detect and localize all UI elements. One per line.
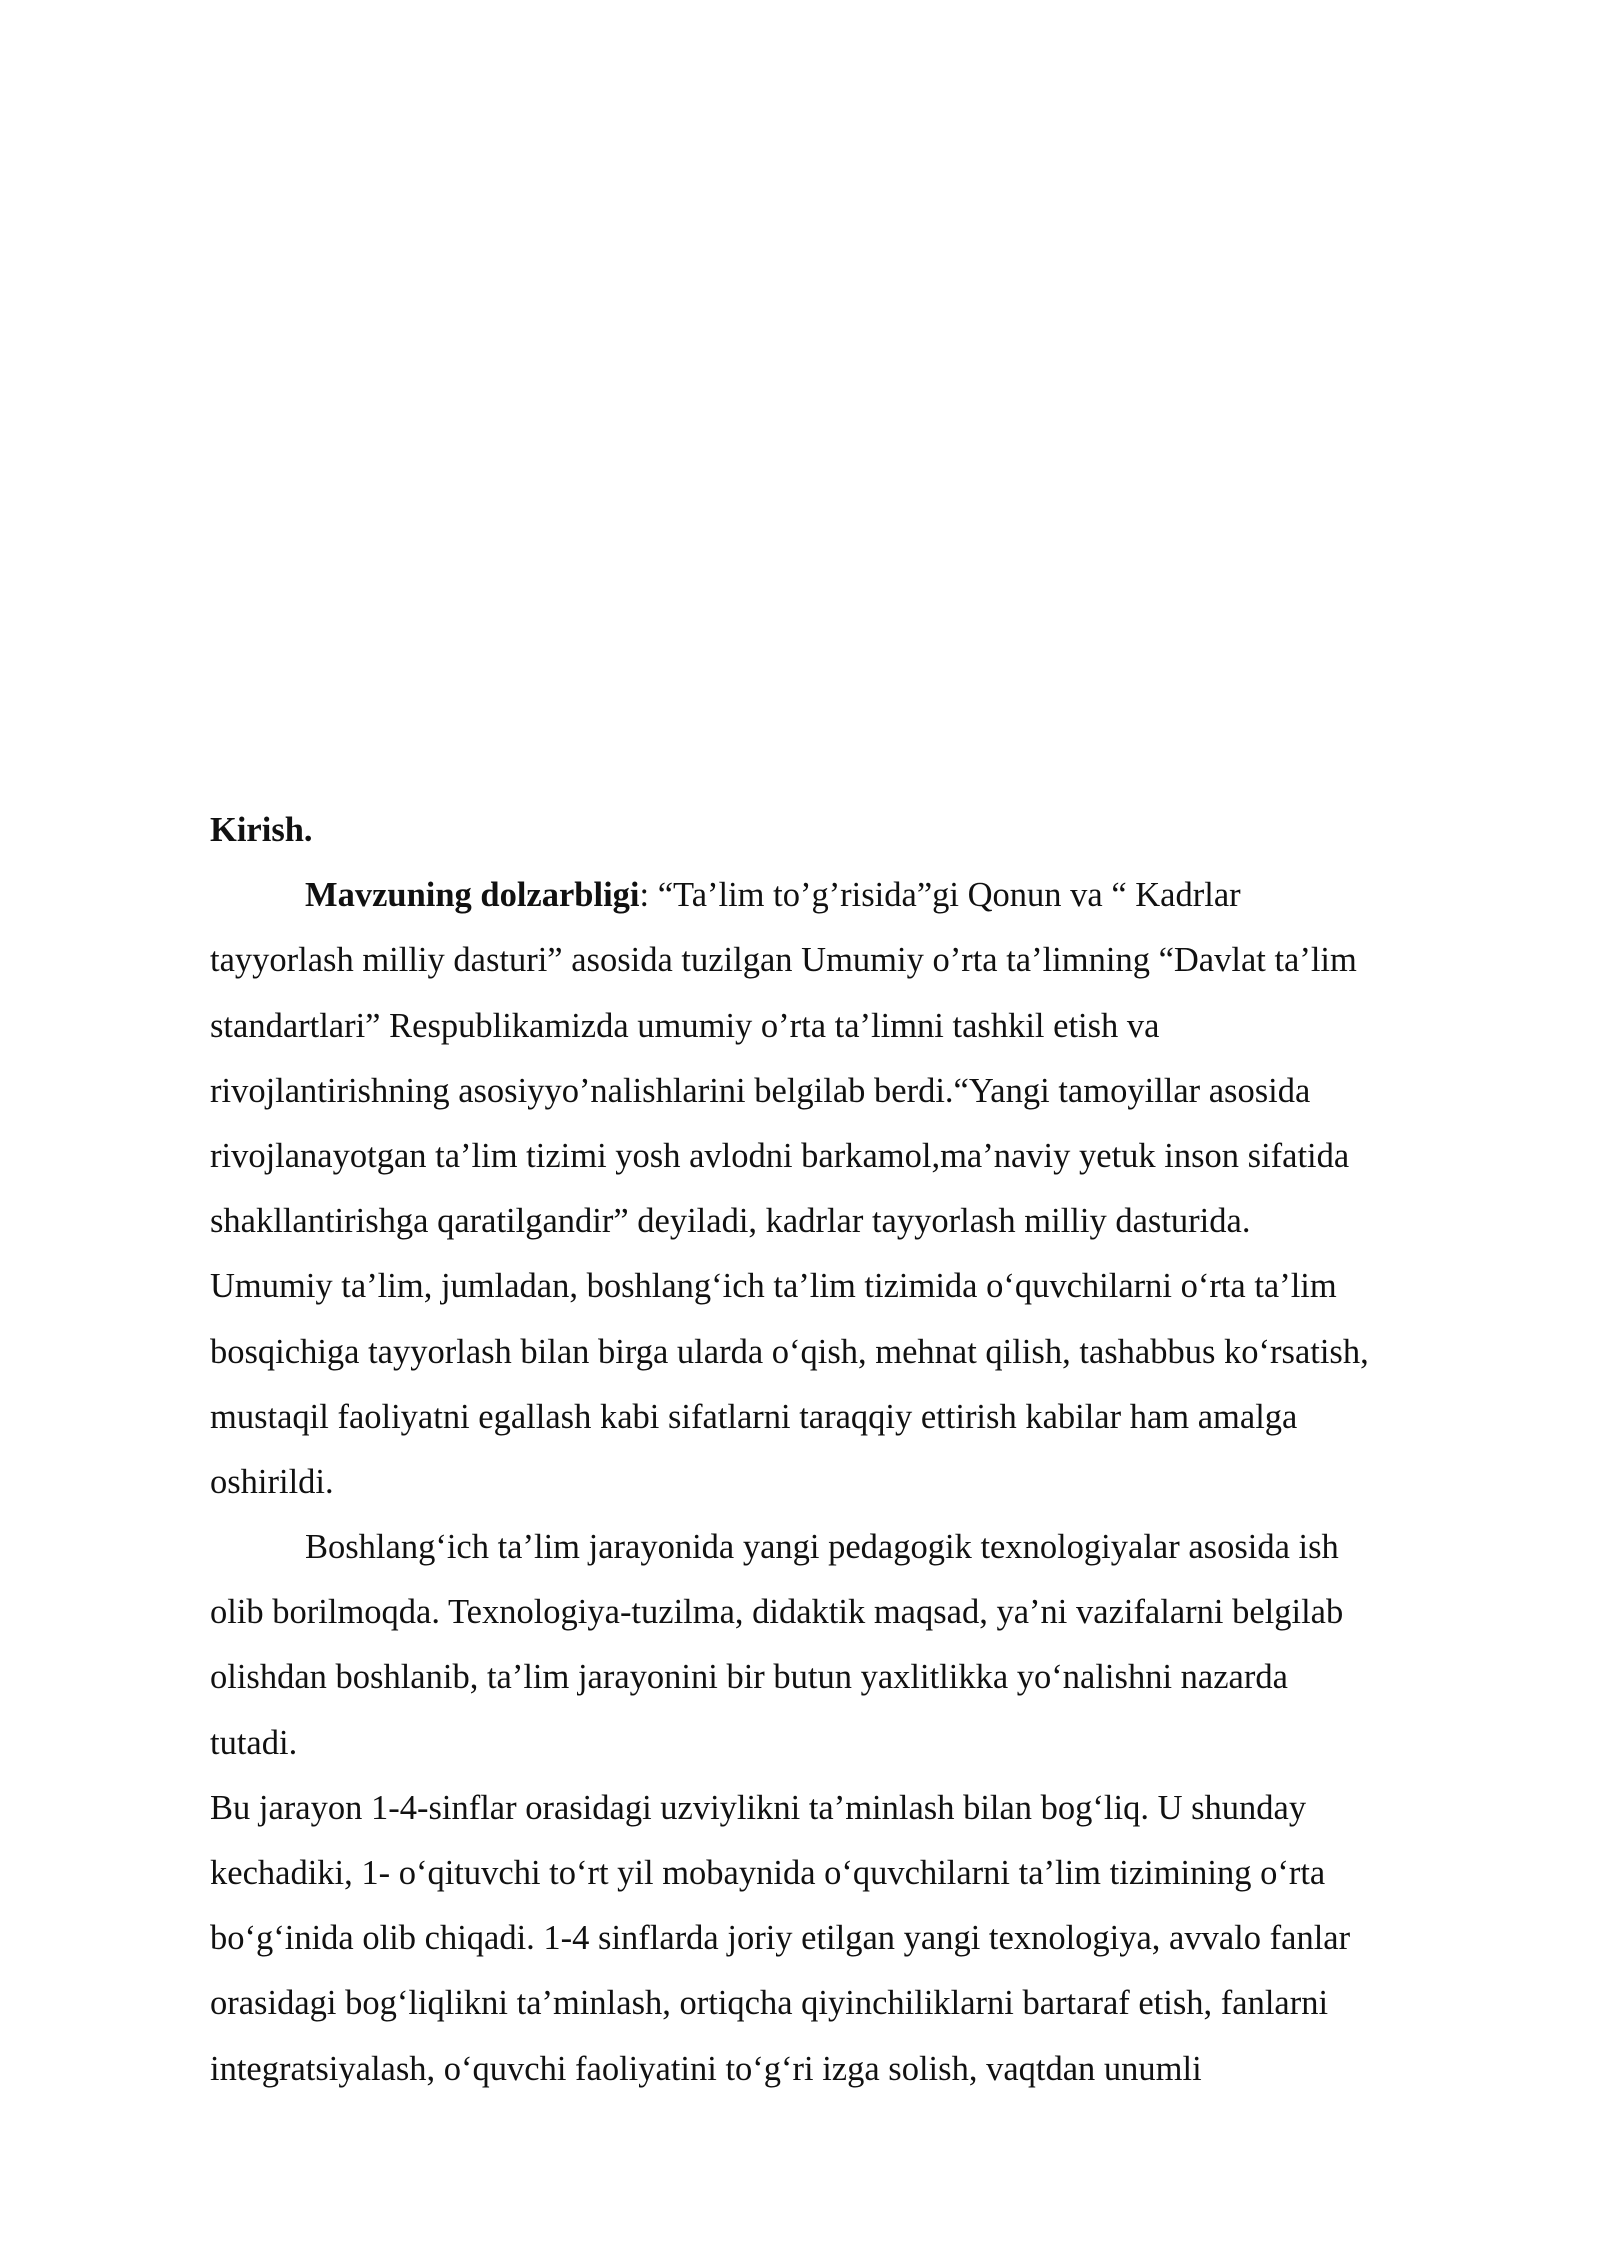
paragraph-line: Bu jarayon 1-4-sinflar orasidagi uzviylikni ta’minlash bilan bog‘liq. U shunday xyxy=(210,1788,1307,1827)
paragraph-line: Umumiy ta’lim, jumladan, boshlang‘ich ta’lim tizimida o‘quvchilarni o‘rta ta’lim xyxy=(210,1267,1337,1306)
paragraph-line: olib borilmoqda. Texnologiya-tuzilma, didaktik maqsad, ya’ni vazifalarni belgilab xyxy=(210,1593,1344,1632)
paragraph-line: integratsiyalash, o‘quvchi faoliyatini to‘g‘ri izga solish, vaqtdan unumli xyxy=(210,2049,1202,2088)
paragraph-line: Boshlang‘ich ta’lim jarayonida yangi pedagogik texnologiyalar asosida ish xyxy=(305,1528,1339,1567)
lead-label: Mavzuning dolzarbligi xyxy=(305,876,640,915)
section-heading: Kirish. xyxy=(210,811,313,849)
document-body xyxy=(210,798,1500,2102)
paragraph-line: orasidagi bog‘liqlikni ta’minlash, ortiqcha qiyinchiliklarni bartaraf etish, fanlarni xyxy=(210,1984,1329,2023)
paragraph-line: tayyorlash milliy dasturi” asosida tuzilgan Umumiy o’rta ta’limning “Davlat ta’lim xyxy=(210,941,1357,980)
lead-text: : “Ta’lim to’g’risida”gi Qonun va “ Kadrlar xyxy=(639,876,1241,915)
paragraph-line: kechadiki, 1- o‘qituvchi to‘rt yil mobaynida o‘quvchilarni ta’lim tizimining o‘rta xyxy=(210,1854,1326,1892)
paragraph-line: bo‘g‘inida olib chiqadi. 1-4 sinflarda joriy etilgan yangi texnologiya, avvalo fanlar xyxy=(210,1919,1351,1958)
paragraph-line: bosqichiga tayyorlash bilan birga ularda o‘qish, mehnat qilish, tashabbus ko‘rsatish, xyxy=(210,1332,1369,1371)
paragraph-line: olishdan boshlanib, ta’lim jarayonini bir butun yaxlitlikka yo‘nalishni nazarda xyxy=(210,1658,1288,1697)
paragraph-line: rivojlantirishning asosiyyo’nalishlarini belgilab berdi.“Yangi tamoyillar asosida xyxy=(210,1071,1311,1110)
paragraph-line xyxy=(210,863,1500,928)
paragraph-line: standartlari” Respublikamizda umumiy o’rta ta’limni tashkil etish va xyxy=(210,1006,1160,1045)
paragraph-line: oshirildi. xyxy=(210,1462,334,1501)
paragraph-line: shakllantirishga qaratilgandir” deyiladi, kadrlar tayyorlash milliy dasturida. xyxy=(210,1202,1251,1241)
paragraph-line: mustaqil faoliyatni egallash kabi sifatlarni taraqqiy ettirish kabilar ham amalga xyxy=(210,1397,1298,1436)
paragraph-line: rivojlanayotgan ta’lim tizimi yosh avlodni barkamol,ma’naviy yetuk inson sifatida xyxy=(210,1136,1350,1175)
paragraph-line: tutadi. xyxy=(210,1723,298,1762)
